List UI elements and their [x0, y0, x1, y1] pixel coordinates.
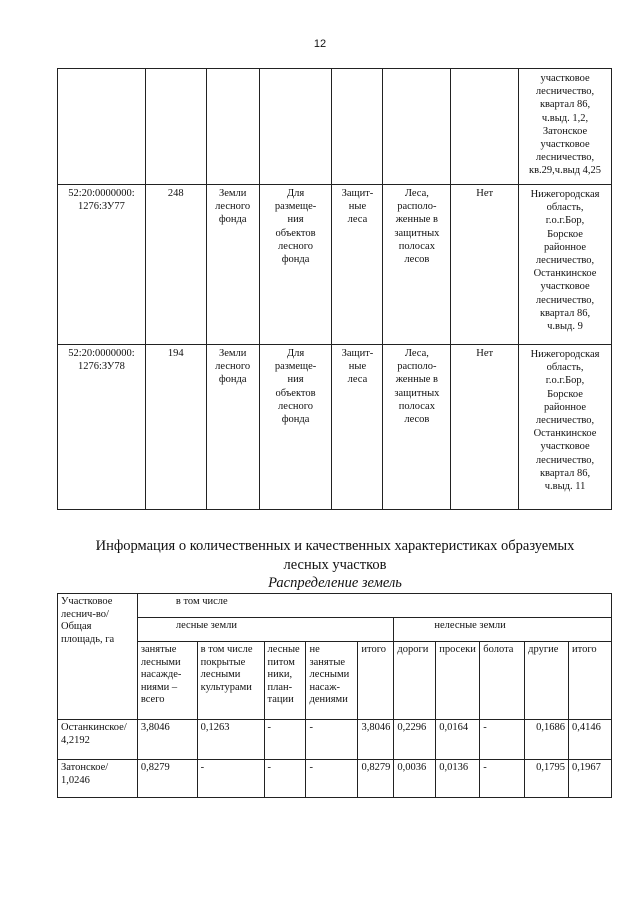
- value-cell: 0,8279: [358, 760, 394, 798]
- value-cell: -: [306, 760, 358, 798]
- location-cell: участковое лесничество, квартал 86, ч.выд. 1,2, Затонское участковое лесничество, кв.29,ч.выд 4,25: [519, 69, 612, 185]
- value-cell: -: [264, 720, 306, 760]
- value-cell: 3,8046: [358, 720, 394, 760]
- forest-type-cell: Леса, располо- женные в защитных полосах лесов: [383, 345, 451, 510]
- table-row-continuation: [58, 69, 612, 185]
- table-row-zu77: [58, 185, 612, 345]
- value-cell: 0,8279: [137, 760, 197, 798]
- forestry-name-cell: Затонское/ 1,0246: [58, 760, 138, 798]
- value-cell: -: [264, 760, 306, 798]
- planted-header: в том числе покрытые лесными культурами: [197, 642, 264, 720]
- land-plot-table: [57, 68, 612, 510]
- nonforest-lands-header: нелесные земли: [394, 618, 612, 642]
- other-header: другие: [525, 642, 569, 720]
- value-cell: -: [197, 760, 264, 798]
- value-cell: 0,1967: [569, 760, 612, 798]
- page-number: 12: [313, 38, 327, 50]
- cadastral-number-cell: 52:20:0000000: 1276:ЗУ77: [58, 185, 146, 345]
- area-cell: 248: [145, 185, 206, 345]
- location-cell: Нижегородская область, г.о.г.Бор, Борское районное лесничество, Останкинское участковое лесничество, квартал 86, ч.выд. 11: [519, 345, 612, 510]
- unoccupied-header: не занятые лесными насаж- дениями: [306, 642, 358, 720]
- value-cell: 0,0136: [436, 760, 480, 798]
- table-row: [58, 760, 612, 798]
- including-header: в том числе: [137, 594, 611, 618]
- value-cell: 0,1263: [197, 720, 264, 760]
- value-cell: 0,0036: [394, 760, 436, 798]
- swamps-header: болота: [480, 642, 525, 720]
- distribution-title: Распределение земель: [268, 575, 402, 591]
- special-cell: Нет: [451, 345, 519, 510]
- forestry-name-cell: Останкинское/ 4,2192: [58, 720, 138, 760]
- category-cell: Земли лесного фонда: [206, 185, 259, 345]
- info-title: Информация о количественных и качественных характеристиках образуемых лесных участков: [95, 538, 575, 573]
- special-cell: Нет: [451, 185, 519, 345]
- roads-header: дороги: [394, 642, 436, 720]
- value-cell: 3,8046: [137, 720, 197, 760]
- total-forest-header: итого: [358, 642, 394, 720]
- nursery-header: лесные питом ники, план- тации: [264, 642, 306, 720]
- cadastral-number-cell: 52:20:0000000: 1276:ЗУ78: [58, 345, 146, 510]
- table-row: [58, 720, 612, 760]
- forest-type-cell: Леса, располо- женные в защитных полосах лесов: [383, 185, 451, 345]
- use-cell: Для размеще- ния объектов лесного фонда: [259, 185, 332, 345]
- forest-lands-header: лесные земли: [137, 618, 394, 642]
- land-distribution-table: [57, 593, 612, 798]
- header-row-1: [58, 594, 612, 618]
- value-cell: -: [480, 720, 525, 760]
- clearings-header: просеки: [436, 642, 480, 720]
- area-cell: 194: [145, 345, 206, 510]
- occupied-header: занятые лесными насажде- ниями – всего: [137, 642, 197, 720]
- table-row-zu78: [58, 345, 612, 510]
- value-cell: 0,0164: [436, 720, 480, 760]
- value-cell: 0,4146: [569, 720, 612, 760]
- use-cell: Для размеще- ния объектов лесного фонда: [259, 345, 332, 510]
- total-nonforest-header: итого: [569, 642, 612, 720]
- header-row-3: [58, 642, 612, 720]
- category-cell: Земли лесного фонда: [206, 345, 259, 510]
- purpose-cell: Защит- ные леса: [332, 185, 383, 345]
- value-cell: 0,2296: [394, 720, 436, 760]
- value-cell: -: [480, 760, 525, 798]
- purpose-cell: Защит- ные леса: [332, 345, 383, 510]
- value-cell: -: [306, 720, 358, 760]
- value-cell: 0,1686: [525, 720, 569, 760]
- header-row-2: [58, 618, 612, 642]
- value-cell: 0,1795: [525, 760, 569, 798]
- location-cell: Нижегородская область, г.о.г.Бор, Борское районное лесничество, Останкинское участковое лесничество, квартал 86, ч.выд. 9: [519, 185, 612, 345]
- area-header: Участковое леснич-во/ Общая площадь, га: [58, 594, 138, 720]
